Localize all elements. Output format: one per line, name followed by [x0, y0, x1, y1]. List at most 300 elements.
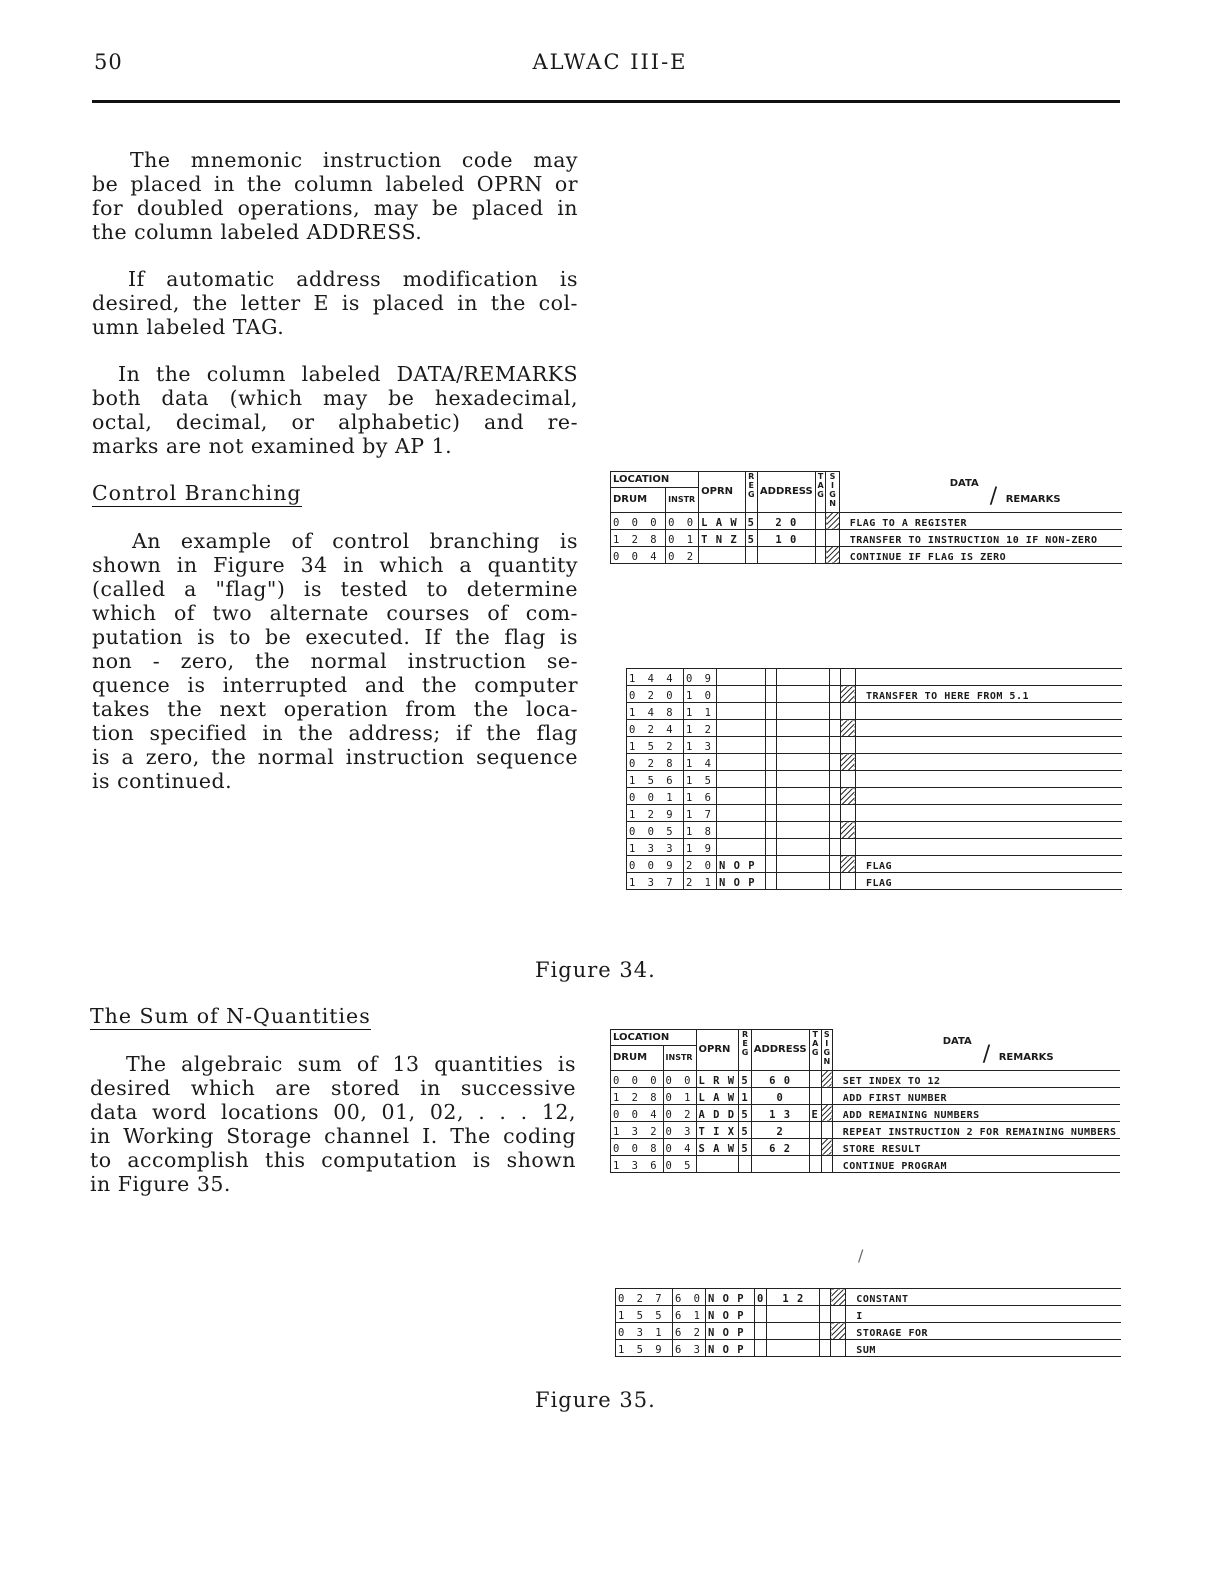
sign-cell — [831, 1289, 846, 1306]
remarks-cell — [855, 754, 1122, 771]
instr-cell: 6 3 — [673, 1340, 706, 1357]
address-cell — [767, 1323, 820, 1340]
reg-cell — [765, 839, 776, 856]
instr-cell: 0 2 — [663, 1104, 696, 1121]
drum-cell: 0 0 4 — [611, 546, 666, 563]
reg-cell: 5 — [739, 1121, 751, 1138]
sign-cell — [821, 1138, 832, 1155]
figure-34-caption: Figure 34. — [535, 958, 656, 982]
text-line: for doubled operations, may be placed in — [92, 196, 578, 220]
reg-header: REG — [739, 1030, 751, 1071]
oprn-cell: N O P — [716, 856, 765, 873]
drum-cell: 1 3 2 — [611, 1121, 664, 1138]
reg-cell — [754, 1306, 766, 1323]
reg-cell — [765, 805, 776, 822]
text-line: shown in Figure 34 in which a quantity — [92, 553, 578, 577]
tag-cell — [829, 856, 840, 873]
reg-cell — [765, 754, 776, 771]
address-cell — [776, 720, 829, 737]
address-cell: 6 0 — [751, 1070, 809, 1087]
slash-label: / — [989, 483, 998, 509]
form-row — [627, 839, 1123, 856]
address-cell — [767, 1340, 820, 1357]
reg-cell — [765, 703, 776, 720]
tag-cell — [829, 839, 840, 856]
oprn-cell: N O P — [705, 1289, 754, 1306]
remarks-cell: STORAGE FOR — [846, 1323, 1121, 1340]
sign-cell — [840, 737, 855, 754]
tag-cell — [815, 529, 826, 546]
location-header: LOCATION — [611, 1030, 697, 1046]
tag-cell — [829, 873, 840, 890]
text-line: If automatic address modification is — [128, 267, 578, 291]
remarks-cell — [855, 737, 1122, 754]
drum-cell: 1 5 2 — [627, 737, 684, 754]
tag-cell — [809, 1121, 821, 1138]
tag-cell — [829, 822, 840, 839]
sign-cell — [840, 873, 855, 890]
tag-cell — [809, 1138, 821, 1155]
drum-cell: 0 2 0 — [627, 686, 684, 703]
intro-paragraph-1 — [92, 148, 578, 244]
drum-cell: 0 2 7 — [616, 1289, 673, 1306]
oprn-header: OPRN — [699, 472, 745, 513]
tag-cell — [809, 1070, 821, 1087]
address-cell — [757, 546, 815, 563]
text-line: The mnemonic instruction code may — [130, 148, 578, 172]
remarks-label: REMARKS — [998, 1051, 1054, 1063]
sign-cell — [840, 669, 855, 686]
oprn-cell — [716, 771, 765, 788]
oprn-cell: L A W — [699, 512, 745, 529]
stray-mark: / — [858, 1246, 864, 1265]
address-cell — [776, 771, 829, 788]
sign-cell — [831, 1340, 846, 1357]
sign-cell — [840, 703, 855, 720]
reg-cell — [765, 737, 776, 754]
sign-cell — [840, 771, 855, 788]
instr-header: INSTR — [663, 1045, 696, 1070]
instr-cell: 6 1 — [673, 1306, 706, 1323]
tag-cell — [829, 669, 840, 686]
form-row — [627, 754, 1123, 771]
sum-section-paragraph — [90, 1052, 576, 1196]
data-label: DATA — [942, 1035, 972, 1047]
reg-cell: 5 — [739, 1138, 751, 1155]
slash-label: / — [982, 1041, 991, 1067]
address-cell: 1 2 — [767, 1289, 820, 1306]
reg-cell — [765, 788, 776, 805]
drum-cell: 1 5 9 — [616, 1340, 673, 1357]
form-row — [627, 669, 1123, 686]
oprn-cell: L A W — [696, 1087, 739, 1104]
form-row — [627, 720, 1123, 737]
form-row — [616, 1323, 1122, 1340]
instr-cell: 0 4 — [663, 1138, 696, 1155]
text-line: An example of control branching is — [132, 529, 578, 553]
data-label: DATA — [949, 477, 979, 489]
address-cell — [776, 822, 829, 839]
instr-cell: 1 6 — [684, 788, 717, 805]
instr-cell: 0 2 — [666, 546, 699, 563]
form-row — [611, 546, 1123, 563]
address-cell: 6 2 — [751, 1138, 809, 1155]
text-line: which of two alternate courses of com- — [92, 601, 578, 625]
tag-cell — [829, 720, 840, 737]
drum-header: DRUM — [611, 487, 666, 512]
text-line: the column labeled ADDRESS. — [92, 220, 423, 244]
tag-cell — [815, 512, 826, 529]
instr-cell: 0 1 — [663, 1087, 696, 1104]
oprn-cell — [716, 822, 765, 839]
address-cell — [776, 686, 829, 703]
oprn-cell: T I X — [696, 1121, 739, 1138]
form-row — [611, 1087, 1121, 1104]
form-row — [627, 805, 1123, 822]
tag-cell — [829, 737, 840, 754]
header-rule — [92, 100, 1120, 103]
drum-cell: 0 0 8 — [611, 1138, 664, 1155]
address-cell — [751, 1155, 809, 1172]
form-row — [627, 771, 1123, 788]
oprn-cell — [716, 703, 765, 720]
sign-cell — [831, 1306, 846, 1323]
oprn-cell — [716, 669, 765, 686]
tag-cell — [815, 546, 826, 563]
location-header: LOCATION — [611, 472, 699, 488]
text-line: tion specified in the address; if the flag — [92, 721, 578, 745]
instr-cell: 0 0 — [666, 512, 699, 529]
form-row — [611, 1138, 1121, 1155]
intro-paragraph-3 — [92, 362, 578, 458]
remarks-cell: I — [846, 1306, 1121, 1323]
remarks-cell: SET INDEX TO 12 — [832, 1070, 1120, 1087]
address-cell: 1 3 — [751, 1104, 809, 1121]
address-cell — [776, 805, 829, 822]
reg-cell — [765, 822, 776, 839]
text-line: quence is interrupted and the computer — [92, 673, 578, 697]
form-row — [627, 788, 1123, 805]
text-line: In the column labeled DATA/REMARKS — [118, 362, 578, 386]
sign-cell — [840, 788, 855, 805]
reg-cell — [765, 686, 776, 703]
tag-header: TAG — [809, 1030, 821, 1071]
instr-cell: 0 0 — [663, 1070, 696, 1087]
drum-cell: 1 5 6 — [627, 771, 684, 788]
drum-cell: 0 0 0 — [611, 512, 666, 529]
figure-35-coding-form-bottom — [615, 1288, 1121, 1357]
address-header: ADDRESS — [751, 1030, 809, 1071]
reg-cell — [754, 1340, 766, 1357]
remarks-label: REMARKS — [1005, 493, 1061, 505]
tag-cell — [829, 771, 840, 788]
drum-cell: 1 2 8 — [611, 1087, 664, 1104]
drum-header: DRUM — [611, 1045, 664, 1070]
drum-cell: 1 2 8 — [611, 529, 666, 546]
figure-34-coding-form-bottom — [626, 668, 1122, 890]
data-remarks-header — [832, 1030, 1120, 1071]
remarks-cell: CONTINUE IF FLAG IS ZERO — [839, 546, 1122, 563]
oprn-cell: N O P — [705, 1340, 754, 1357]
intro-paragraph-2 — [92, 267, 578, 339]
remarks-cell — [855, 703, 1122, 720]
form-row — [627, 686, 1123, 703]
oprn-cell: S A W — [696, 1138, 739, 1155]
instr-cell: 2 1 — [684, 873, 717, 890]
oprn-cell — [716, 788, 765, 805]
text-line: putation is to be executed. If the flag is — [92, 625, 578, 649]
remarks-cell — [855, 822, 1122, 839]
reg-header: REG — [745, 472, 757, 513]
text-line: in Figure 35. — [90, 1172, 231, 1196]
drum-cell: 1 4 4 — [627, 669, 684, 686]
form-row — [611, 1070, 1121, 1087]
oprn-cell: N O P — [705, 1306, 754, 1323]
reg-cell: 5 — [745, 512, 757, 529]
remarks-cell: ADD REMAINING NUMBERS — [832, 1104, 1120, 1121]
text-line: marks are not examined by AP 1. — [92, 434, 453, 458]
text-line: umn labeled TAG. — [92, 315, 285, 339]
form-row — [627, 737, 1123, 754]
sign-cell — [840, 805, 855, 822]
drum-cell: 1 3 3 — [627, 839, 684, 856]
oprn-cell — [716, 805, 765, 822]
address-cell — [776, 669, 829, 686]
address-cell: 0 — [751, 1087, 809, 1104]
figure-35-coding-form-top — [610, 1029, 1120, 1173]
instr-cell: 1 8 — [684, 822, 717, 839]
remarks-cell: CONSTANT — [846, 1289, 1121, 1306]
address-cell — [776, 737, 829, 754]
text-line: non - zero, the normal instruction se- — [92, 649, 578, 673]
remarks-cell: SUM — [846, 1340, 1121, 1357]
section-heading-control-branching: Control Branching — [92, 481, 302, 505]
form-row — [627, 822, 1123, 839]
instr-cell: 1 0 — [684, 686, 717, 703]
text-line: data word locations 00, 01, 02, . . . 12, — [90, 1100, 576, 1124]
oprn-cell — [716, 737, 765, 754]
sign-cell — [821, 1070, 832, 1087]
text-line: octal, decimal, or alphabetic) and re- — [92, 410, 578, 434]
section-heading-sum-of-n-quantities: The Sum of N-Quantities — [90, 1004, 371, 1028]
remarks-cell: TRANSFER TO HERE FROM 5.1 — [855, 686, 1122, 703]
text-line: desired which are stored in successive — [90, 1076, 576, 1100]
control-branching-paragraph — [92, 529, 578, 793]
form-row — [616, 1289, 1122, 1306]
oprn-cell — [716, 686, 765, 703]
sign-cell — [831, 1323, 846, 1340]
drum-cell: 1 2 9 — [627, 805, 684, 822]
reg-cell: 5 — [745, 529, 757, 546]
sign-cell — [821, 1121, 832, 1138]
drum-cell: 0 0 1 — [627, 788, 684, 805]
sign-cell — [821, 1155, 832, 1172]
remarks-cell: TRANSFER TO INSTRUCTION 10 IF NON-ZERO — [839, 529, 1122, 546]
text-line: (called a "flag") is tested to determine — [92, 577, 578, 601]
sign-header: SIGN — [826, 472, 839, 513]
address-header: ADDRESS — [757, 472, 815, 513]
address-cell — [776, 788, 829, 805]
form-header-row — [611, 1030, 1121, 1046]
remarks-cell — [855, 771, 1122, 788]
address-cell — [776, 873, 829, 890]
instr-cell: 2 0 — [684, 856, 717, 873]
instr-cell: 1 3 — [684, 737, 717, 754]
remarks-cell — [855, 720, 1122, 737]
sign-cell — [821, 1087, 832, 1104]
oprn-cell: T N Z — [699, 529, 745, 546]
drum-cell: 0 2 8 — [627, 754, 684, 771]
sign-header: SIGN — [821, 1030, 832, 1071]
form-row — [627, 873, 1123, 890]
instr-header: INSTR — [666, 487, 699, 512]
oprn-cell — [696, 1155, 739, 1172]
sign-cell — [826, 529, 839, 546]
oprn-header: OPRN — [696, 1030, 739, 1071]
reg-cell — [739, 1155, 751, 1172]
remarks-cell — [855, 839, 1122, 856]
tag-cell — [820, 1306, 831, 1323]
oprn-cell: L R W — [696, 1070, 739, 1087]
text-line: takes the next operation from the loca- — [92, 697, 578, 721]
tag-header: TAG — [815, 472, 826, 513]
instr-cell: 1 5 — [684, 771, 717, 788]
sign-cell — [840, 754, 855, 771]
text-line: to accomplish this computation is shown — [90, 1148, 576, 1172]
instr-cell: 0 5 — [663, 1155, 696, 1172]
sign-cell — [840, 686, 855, 703]
form-row — [611, 529, 1123, 546]
form-row — [627, 856, 1123, 873]
instr-cell: 6 0 — [673, 1289, 706, 1306]
drum-cell: 0 3 1 — [616, 1323, 673, 1340]
oprn-cell: N O P — [705, 1323, 754, 1340]
form-row — [611, 512, 1123, 529]
reg-cell: 1 — [739, 1087, 751, 1104]
sign-cell — [840, 822, 855, 839]
instr-cell: 1 2 — [684, 720, 717, 737]
sign-cell — [840, 720, 855, 737]
tag-cell — [829, 754, 840, 771]
tag-cell — [829, 686, 840, 703]
tag-cell — [829, 703, 840, 720]
sign-cell — [840, 839, 855, 856]
instr-cell: 1 4 — [684, 754, 717, 771]
remarks-cell: FLAG — [855, 856, 1122, 873]
text-line: be placed in the column labeled OPRN or — [92, 172, 578, 196]
address-cell — [776, 839, 829, 856]
remarks-cell: ADD FIRST NUMBER — [832, 1087, 1120, 1104]
reg-cell — [765, 669, 776, 686]
drum-cell: 0 0 0 — [611, 1070, 664, 1087]
oprn-cell: A D D — [696, 1104, 739, 1121]
remarks-cell: REPEAT INSTRUCTION 2 FOR REMAINING NUMBERS — [832, 1121, 1120, 1138]
data-remarks-header — [839, 472, 1122, 513]
tag-cell — [829, 788, 840, 805]
sign-cell — [826, 546, 839, 563]
instr-cell: 6 2 — [673, 1323, 706, 1340]
reg-cell — [765, 720, 776, 737]
sign-cell — [826, 512, 839, 529]
instr-cell: 1 7 — [684, 805, 717, 822]
reg-cell: 5 — [739, 1070, 751, 1087]
instr-cell: 0 9 — [684, 669, 717, 686]
oprn-cell — [716, 754, 765, 771]
form-row — [611, 1104, 1121, 1121]
oprn-cell — [699, 546, 745, 563]
drum-cell: 0 2 4 — [627, 720, 684, 737]
running-title: ALWAC III-E — [532, 50, 688, 74]
reg-cell: 0 — [754, 1289, 766, 1306]
remarks-cell: STORE RESULT — [832, 1138, 1120, 1155]
drum-cell: 0 0 4 — [611, 1104, 664, 1121]
reg-cell — [754, 1323, 766, 1340]
address-cell — [776, 856, 829, 873]
address-cell — [776, 703, 829, 720]
text-line: in Working Storage channel I. The coding — [90, 1124, 576, 1148]
address-cell — [767, 1306, 820, 1323]
sign-cell — [821, 1104, 832, 1121]
instr-cell: 0 1 — [666, 529, 699, 546]
figure-34-coding-form-top — [610, 471, 1122, 564]
text-line: The algebraic sum of 13 quantities is — [126, 1052, 576, 1076]
oprn-cell — [716, 839, 765, 856]
instr-cell: 1 9 — [684, 839, 717, 856]
tag-cell — [829, 805, 840, 822]
sign-cell — [840, 856, 855, 873]
remarks-cell: FLAG TO A REGISTER — [839, 512, 1122, 529]
instr-cell: 1 1 — [684, 703, 717, 720]
address-cell: 1 0 — [757, 529, 815, 546]
form-row — [616, 1306, 1122, 1323]
form-header-row — [611, 472, 1123, 488]
form-row — [627, 703, 1123, 720]
reg-cell — [765, 771, 776, 788]
instr-cell: 0 3 — [663, 1121, 696, 1138]
remarks-cell — [855, 788, 1122, 805]
reg-cell — [745, 546, 757, 563]
drum-cell: 1 4 8 — [627, 703, 684, 720]
address-cell: 2 0 — [757, 512, 815, 529]
remarks-cell: FLAG — [855, 873, 1122, 890]
text-line: desired, the letter E is placed in the col- — [92, 291, 578, 315]
form-row — [616, 1340, 1122, 1357]
form-row — [611, 1121, 1121, 1138]
reg-cell — [765, 873, 776, 890]
drum-cell: 0 0 9 — [627, 856, 684, 873]
text-line: is continued. — [92, 769, 233, 793]
reg-cell: 5 — [739, 1104, 751, 1121]
figure-35-caption: Figure 35. — [535, 1388, 656, 1412]
tag-cell — [820, 1289, 831, 1306]
tag-cell — [809, 1155, 821, 1172]
tag-cell: E — [809, 1104, 821, 1121]
form-row — [611, 1155, 1121, 1172]
reg-cell — [765, 856, 776, 873]
remarks-cell — [855, 805, 1122, 822]
tag-cell — [809, 1087, 821, 1104]
drum-cell: 0 0 5 — [627, 822, 684, 839]
oprn-cell — [716, 720, 765, 737]
page-number: 50 — [94, 50, 123, 74]
drum-cell: 1 5 5 — [616, 1306, 673, 1323]
tag-cell — [820, 1340, 831, 1357]
text-line: is a zero, the normal instruction sequence — [92, 745, 578, 769]
drum-cell: 1 3 7 — [627, 873, 684, 890]
tag-cell — [820, 1323, 831, 1340]
text-line: both data (which may be hexadecimal, — [92, 386, 578, 410]
remarks-cell — [855, 669, 1122, 686]
